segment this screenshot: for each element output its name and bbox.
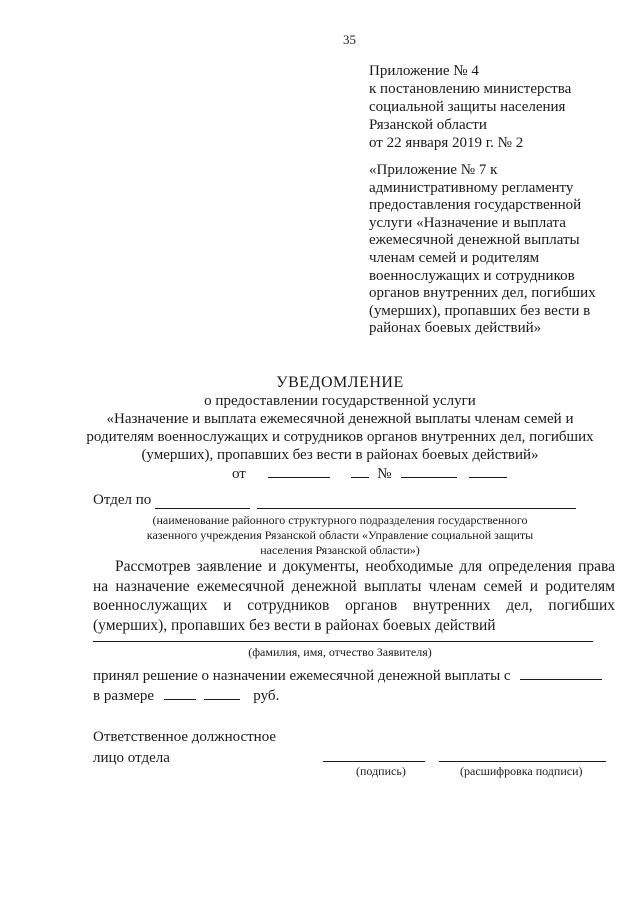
regulation-line: органов внутренних дел, погибших [369, 285, 596, 302]
body-paragraph [93, 557, 615, 635]
amount-field[interactable] [164, 687, 196, 700]
regulation-line: членам семей и родителям [369, 249, 540, 266]
signature-decode-caption: (расшифровка подписи) [460, 764, 583, 778]
caption-line: населения Рязанской области») [260, 543, 420, 557]
notice-line: (умерших), пропавших без вести в районах боевых действий» [141, 447, 539, 463]
regulation-line: административному регламенту [369, 179, 574, 196]
regulation-line: районах боевых действий» [369, 320, 542, 337]
appendix-line: социальной защиты населения [369, 99, 566, 115]
caption-line: (наименование районного структурного подразделения государственного [152, 513, 528, 527]
amount-label: в размере [93, 688, 155, 704]
department-row [93, 492, 151, 509]
signature-decode-field[interactable] [439, 761, 606, 762]
signature-field[interactable] [323, 761, 425, 762]
signature-caption: (подпись) [356, 764, 406, 778]
regulation-reference [369, 162, 596, 338]
decision-block [93, 666, 602, 706]
decision-text: принял решение о назначении ежемесячной денежной выплаты с [93, 668, 511, 684]
regulation-line: предоставления государственной [369, 197, 582, 214]
date-field[interactable] [268, 465, 330, 478]
responsible-officer [93, 727, 276, 769]
applicant-caption: (фамилия, имя, отчество Заявителя) [248, 645, 432, 659]
notice-line: родителям военнослужащих и сотрудников органов внутренних дел, погибших [86, 429, 594, 445]
appendix-line: Приложение № 4 [369, 63, 479, 79]
regulation-line: военнослужащих и сотрудников [369, 267, 575, 284]
department-name-field[interactable] [155, 508, 250, 509]
responsible-line: Ответственное должностное [93, 729, 277, 745]
notice-number-field[interactable] [401, 465, 457, 478]
department-caption [60, 513, 620, 558]
date-year-field[interactable] [351, 465, 369, 478]
department-label: Отдел по [93, 492, 152, 508]
applicant-name-field[interactable] [93, 641, 593, 642]
regulation-line: услуги «Назначение и выплата [369, 214, 566, 231]
appendix-header [369, 62, 571, 152]
notice-date-row [232, 465, 507, 483]
amount-field-ext[interactable] [204, 687, 240, 700]
appendix-line: к постановлению министерства [369, 81, 572, 97]
body-text: Рассмотрев заявление и документы, необходимые для определения права на назначение ежемесячной денежной выплаты членам семей и родителям военнослужащих и сотрудников органов внутренних дел, погибших (умерших), пропавших без вести в районах боевых действий [93, 558, 615, 634]
department-name-field-extended[interactable] [257, 508, 576, 509]
appendix-line: Рязанской области [369, 117, 487, 133]
notice-line: о предоставлении государственной услуги [204, 393, 476, 409]
currency-label: руб. [253, 688, 280, 704]
notice-number-suffix-field[interactable] [469, 465, 507, 478]
regulation-line: «Приложение № 7 к [369, 162, 498, 178]
regulation-line: (умерших), пропавших без вести в [369, 302, 591, 319]
caption-line: казенного учреждения Рязанской области «Управление социальной защиты [146, 528, 534, 542]
notice-line: «Назначение и выплата ежемесячной денежной выплаты членам семей и [106, 411, 574, 427]
decision-date-field[interactable] [520, 667, 602, 680]
date-from-label: от [232, 466, 246, 482]
regulation-line: ежемесячной денежной выплаты [369, 232, 580, 249]
page-number: 35 [343, 32, 356, 47]
responsible-line: лицо отдела [93, 750, 170, 766]
notice-title-block [60, 374, 620, 464]
number-sign: № [377, 466, 392, 482]
notice-title: УВЕДОМЛЕНИЕ [276, 374, 404, 391]
appendix-line: от 22 января 2019 г. № 2 [369, 135, 524, 151]
